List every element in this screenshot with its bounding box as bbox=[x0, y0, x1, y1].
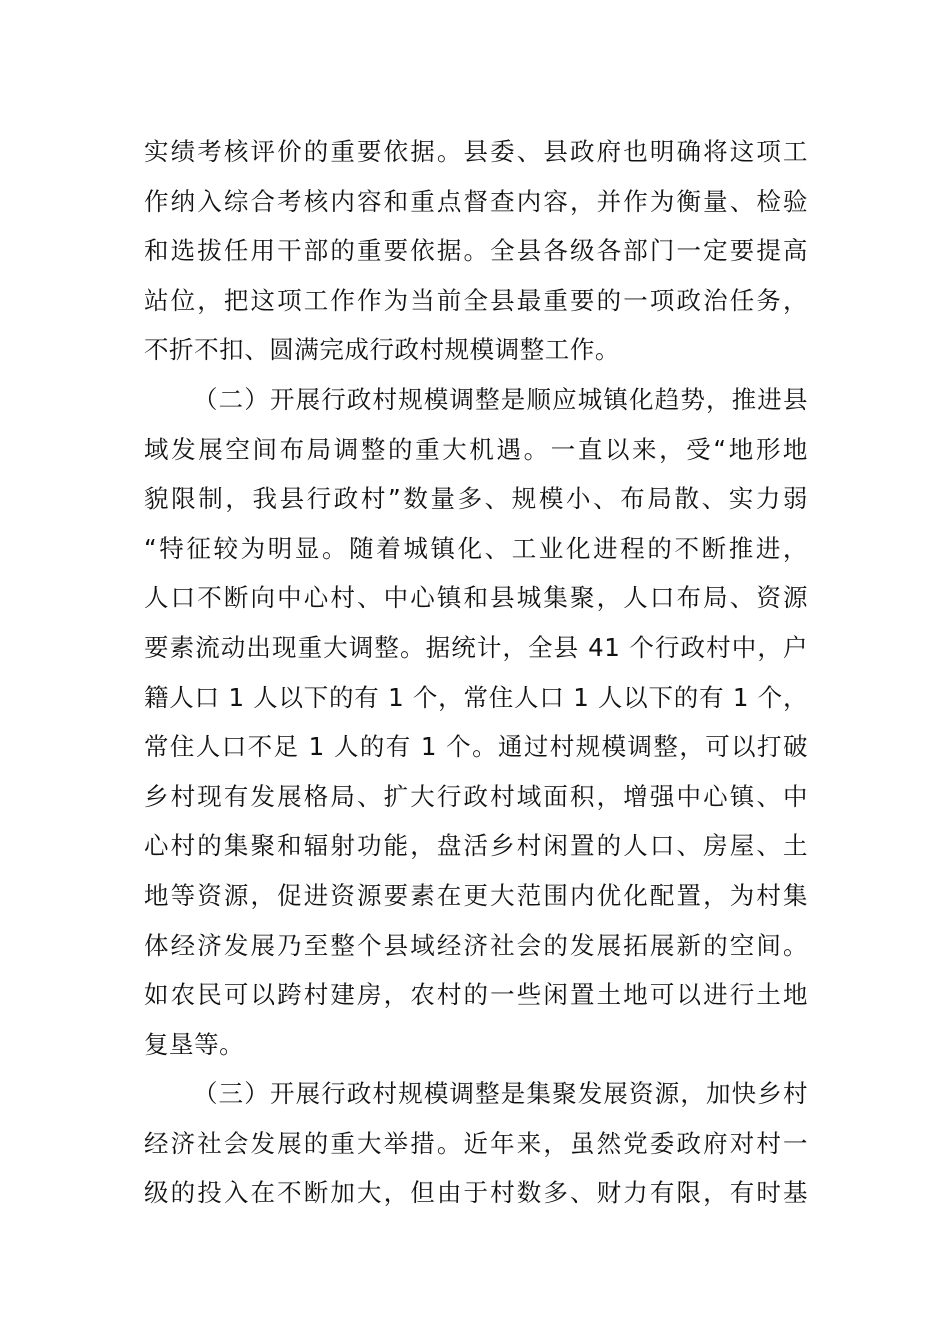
text-line: 如农民可以跨村建房，农村的一些闲置土地可以进行土地 bbox=[144, 980, 808, 1010]
text-line: 人口不断向中心村、中心镇和县城集聚，人口布局、资源 bbox=[144, 583, 808, 613]
text-line: 域发展空间布局调整的重大机遇。一直以来，受“地形地 bbox=[144, 434, 808, 464]
text-line: 体经济发展乃至整个县域经济社会的发展拓展新的空间。 bbox=[144, 930, 808, 960]
text-line: 常住人口不足 1 人的有 1 个。通过村规模调整，可以打破 bbox=[144, 732, 808, 762]
text-line: “特征较为明显。随着城镇化、工业化进程的不断推进， bbox=[144, 533, 808, 563]
text-line: 貌限制，我县行政村”数量多、规模小、布局散、实力弱 bbox=[144, 484, 808, 514]
text-line: 乡村现有发展格局、扩大行政村域面积，增强中心镇、中 bbox=[144, 781, 808, 811]
text-line: （二）开展行政村规模调整是顺应城镇化趋势，推进县 bbox=[193, 384, 808, 414]
text-line: 不折不扣、圆满完成行政村规模调整工作。 bbox=[144, 335, 620, 365]
text-line: （三）开展行政村规模调整是集聚发展资源，加快乡村 bbox=[193, 1079, 808, 1109]
text-line: 要素流动出现重大调整。据统计，全县 41 个行政村中，户 bbox=[144, 632, 808, 662]
text-line: 级的投入在不断加大，但由于村数多、财力有限，有时基 bbox=[144, 1178, 808, 1208]
body-text bbox=[144, 127, 808, 1218]
text-line: 和选拔任用干部的重要依据。全县各级各部门一定要提高 bbox=[144, 236, 808, 266]
text-line: 实绩考核评价的重要依据。县委、县政府也明确将这项工 bbox=[144, 137, 808, 166]
text-line: 作纳入综合考核内容和重点督查内容，并作为衡量、检验 bbox=[144, 186, 808, 216]
text-line: 复垦等。 bbox=[144, 1029, 245, 1059]
text-line: 心村的集聚和辐射功能，盘活乡村闲置的人口、房屋、土 bbox=[144, 831, 808, 861]
text-line: 籍人口 1 人以下的有 1 个，常住人口 1 人以下的有 1 个， bbox=[144, 682, 808, 712]
text-line: 经济社会发展的重大举措。近年来，虽然党委政府对村一 bbox=[144, 1128, 808, 1158]
text-line: 地等资源，促进资源要素在更大范围内优化配置，为村集 bbox=[144, 880, 808, 910]
text-line: 站位，把这项工作作为当前全县最重要的一项政治任务， bbox=[144, 285, 808, 315]
